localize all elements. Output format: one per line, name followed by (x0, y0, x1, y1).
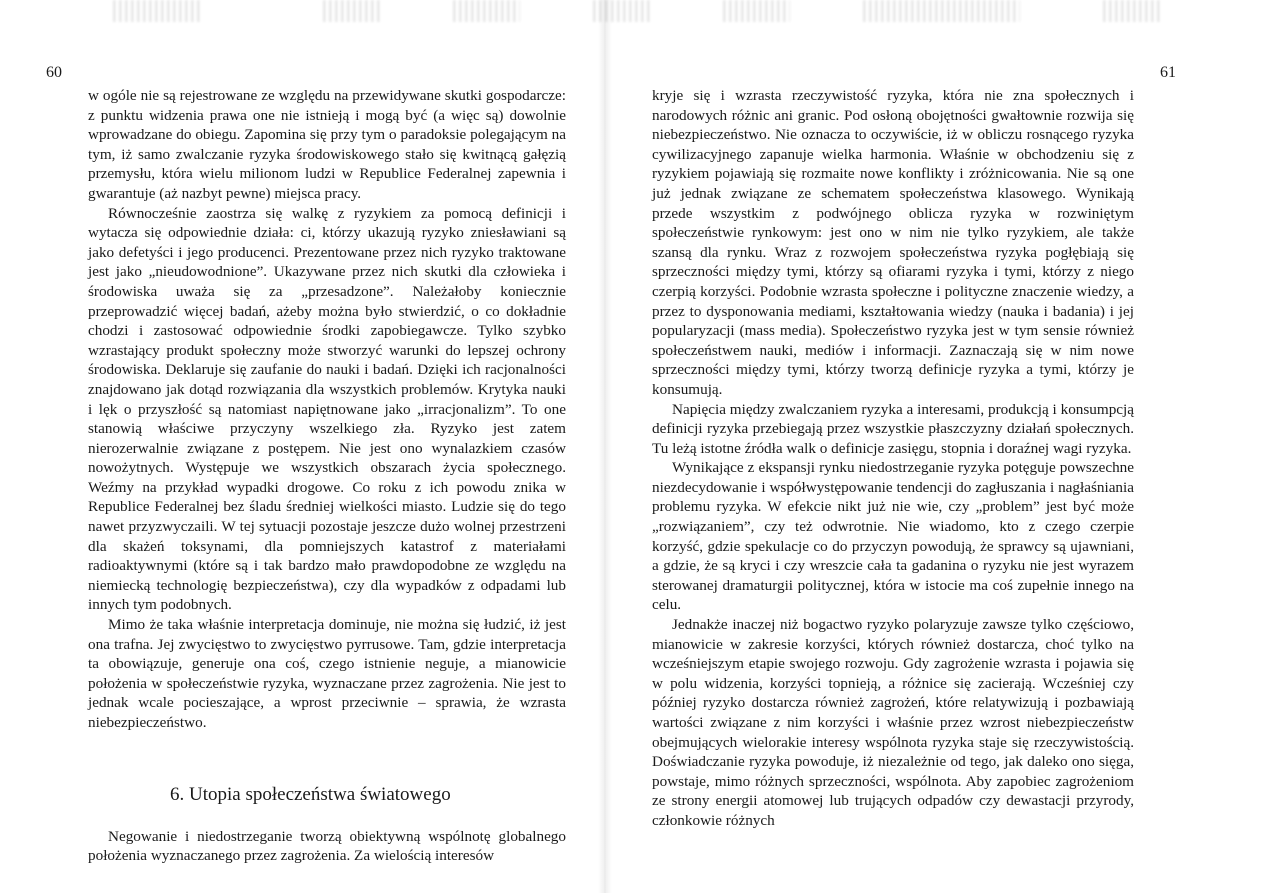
scan-artifact (450, 0, 520, 22)
paragraph: Równocześnie zaostrza się walkę z ryzykiem za pomocą definicji i wytacza się odpowiednie działa: ci, którzy ukazują ryzyko zniesławiani są jako defetyści i jego producenci. Prezentowane przez nich ryzyko traktowane jest jako „nieudowodnione”. Ukazywane przez nich skutki dla człowieka i środowiska uważa się za „przesadzone”. Należałoby koniecznie przeprowadzić więcej badań, ażeby można było stwierdzić, o co dokładnie chodzi i zastosować odpowiednie środki zapobiegawcze. Tylko szybko wzrastający produkt społeczny może stworzyć warunki do lepszej ochrony środowiska. Deklaruje się zaufanie do nauki i badań. Dzięki ich racjonalności znajdowano jak dotąd rozwiązania dla wszystkich problemów. Krytyka nauki i lęk o przyszłość są natomiast napiętnowane jako „irracjonalizm”. To one stanowią właściwe przyczyny wszelkiego zła. Ryzyko jest zatem nierozerwalnie związane z postępem. Nie jest ono wynalazkiem czasów nowożytnych. Występuje we wszystkich obszarach życia społecznego. Weźmy na przykład wypadki drogowe. Co roku z ich powodu znika w Republice Federalnej bez śladu średniej wielkości miasto. Ludzie się do tego nawet przyzwyczaili. W tej sytuacji pozostaje jeszcze dużo wolnej przestrzeni dla skażeń toksynami, dla pomniejszych katastrof z materiałami radioaktywnymi (które są i tak bardzo mało prawdopodobne ze względu na niemiecką technologię bezpieczeństwa), czy dla wypadków z odpadami lub innych tym podobnych. (88, 204, 566, 614)
scan-artifact (1100, 0, 1160, 22)
paragraph: w ogóle nie są rejestrowane ze względu na przewidywane skutki gospodarcze: z punktu widzenia prawa one nie istnieją i mogą być (a więc są) dowolnie wprowadzane do obiegu. Zapomina się przy tym o paradoksie polegającym na tym, iż samo zwalczanie ryzyka środowiskowego stało się kwitnącą gałęzią przemysłu, która wielu milionom ludzi w Republice Federalnej zapewnia i gwarantuje (aż nazbyt pewne) miejsca pracy. (88, 87, 566, 202)
scan-artifact (720, 0, 790, 22)
paragraph: Negowanie i niedostrzeganie tworzą obiektywną wspólnotę globalnego położenia wyznaczanego przez zagrożenia. Za wielością interesów (88, 827, 566, 865)
paragraph: kryje się i wzrasta rzeczywistość ryzyka, która nie zna społecznych i narodowych różnic ani granic. Pod osłoną obojętności gwałtownie rozwija się niebezpieczeństwo. Nie oznacza to oczywiście, iż w obliczu rosnącego ryzyka cywilizacyjnego zapanuje wielka harmonia. Właśnie w obchodzeniu się z ryzykiem pojawiają się rozmaite nowe konflikty i zróżnicowania. Nie są one już jednak związane ze schematem społeczeństwa klasowego. Wynikają przede wszystkim z podwójnego oblicza ryzyka w rozwiniętym społeczeństwie rynkowym: jest ono w nim nie tylko ryzykiem, ale także szansą dla rynku. Wraz z rozwojem społeczeństwa ryzyka pogłębiają się sprzeczności między tymi, którzy są ofiarami ryzyka i tymi, którzy z niego czerpią korzyści. Podobnie wzrasta społeczne i polityczne znaczenie wiedzy, a przez to dysponowania mediami, kształtowania wiedzy (nauka i badania) i jej popularyzacji (mass media). Społeczeństwo ryzyka jest w tym sensie również społeczeństwem nauki, mediów i informacji. Zaznaczają się w nim nowe sprzeczności między tymi, którzy tworzą definicje ryzyka a tymi, którzy je konsumują. (652, 87, 1134, 398)
paragraph: Jednakże inaczej niż bogactwo ryzyko polaryzuje zawsze tylko częściowo, mianowicie w zakresie korzyści, których również dostarcza, choć tylko na wcześniejszym etapie swojego rozwoju. Gdy zagrożenie wzrasta i pojawia się w polu widzenia, korzyści topnieją, a różnice się zacierają. Wcześniej czy później ryzyko dostarcza również zagrożeń, które relatywizują i pozbawiają wartości związane z nim korzyści i właśnie przez wzrost niebezpieczeństw obejmujących wielorakie interesy wspólnota ryzyka staje się rzeczywistością. Doświadczanie ryzyka powoduje, iż niezależnie od tego, jak daleko ono sięga, powstaje, mimo różnych sprzeczności, wspólnota. Aby zapobiec zagrożeniom ze strony energii atomowej lub trujących odpadów czy dewastacji przyrody, członkowie różnych (652, 616, 1134, 829)
page-number-right: 61 (1160, 64, 1176, 81)
scan-artifact (320, 0, 380, 22)
scan-artifact (860, 0, 1020, 22)
left-page-text (88, 86, 566, 866)
page-number-left: 60 (46, 64, 62, 81)
paragraph: Napięcia między zwalczaniem ryzyka a interesami, produkcją i konsumpcją definicji ryzyka przebiegają przez wszystkie płaszczyzny działań społecznych. Tu leżą istotne źródła walk o definicje zasięgu, stopnia i doraźnej wagi ryzyka. (652, 400, 1134, 457)
paragraph: Mimo że taka właśnie interpretacja dominuje, nie można się łudzić, iż jest ona trafna. Jej zwycięstwo to zwycięstwo pyrrusowe. Tam, gdzie interpretacja ta obowiązuje, generuje ona coś, czego istnienie neguje, a mianowicie położenia w społeczeństwie ryzyka, wyznaczane przez zagrożenia. Nie jest to jednak wcale pocieszające, a wprost przeciwnie – sprawia, że wzrasta niebezpieczeństwo. (88, 616, 566, 731)
scan-artifact (110, 0, 200, 22)
right-page-text (652, 86, 1134, 831)
paragraph: Wynikające z ekspansji rynku niedostrzeganie ryzyka potęguje powszechne niezdecydowanie i współwystępowanie tendencji do zagłuszania i nagłaśniania problemu ryzyka. W efekcie nikt już nie wie, czy „problem” jest być może „rozwiązaniem”, czy też odwrotnie. Nie wiadomo, kto z czego czerpie korzyść, gdzie spekulacje co do przyczyn powodują, że sprawcy są ujawniani, a gdzie, że są kryci i czy wreszcie cała ta gadanina o ryzyku nie jest wyrazem sterowanej dramaturgii politycznej, która w istocie ma coś zupełnie innego na celu. (652, 459, 1134, 614)
book-gutter (598, 0, 612, 893)
section-heading: 6. Utopia społeczeństwa światowego (170, 783, 451, 805)
